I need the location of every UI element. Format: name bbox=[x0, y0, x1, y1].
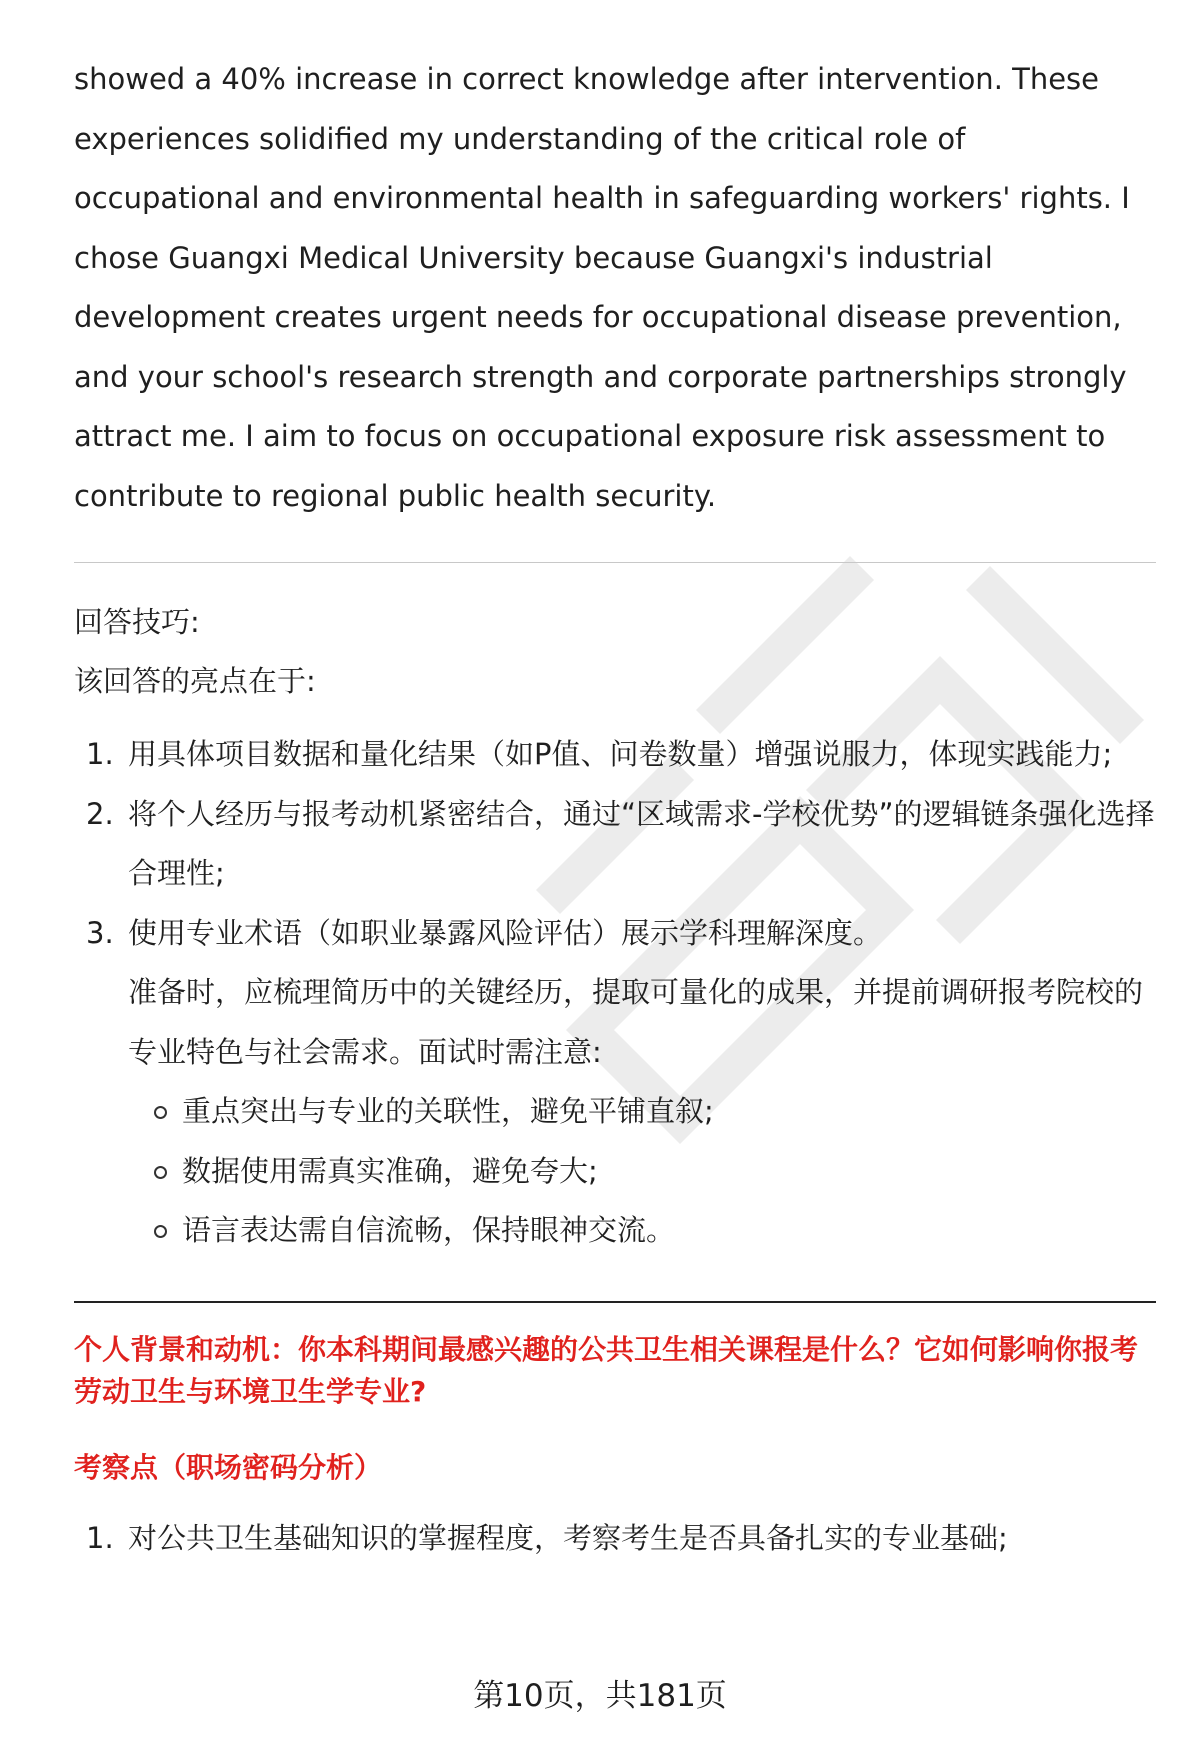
list-item bbox=[74, 1509, 1156, 1569]
question-title: 个人背景和动机：你本科期间最感兴趣的公共卫生相关课程是什么？它如何影响你报考劳动卫生与环境卫生学专业? bbox=[74, 1332, 1139, 1408]
bullet-circle-icon bbox=[154, 1166, 167, 1179]
item-text: 将个人经历与报考动机紧密结合，通过“区域需求-学校优势”的逻辑链条强化选择合理性; bbox=[128, 796, 1155, 890]
highlight-intro: 该回答的亮点在于: bbox=[74, 664, 316, 698]
bullet-circle-icon bbox=[154, 1106, 167, 1119]
item-text: 对公共卫生基础知识的掌握程度，考察考生是否具备扎实的专业基础; bbox=[128, 1520, 1008, 1555]
document-page bbox=[74, 50, 1156, 1568]
section-divider bbox=[74, 1301, 1156, 1303]
item-number: 1. bbox=[86, 737, 114, 771]
item-text: 数据使用需真实准确，避免夸大; bbox=[182, 1153, 598, 1188]
list-item bbox=[128, 1201, 1156, 1261]
item-number: 1. bbox=[86, 1520, 114, 1555]
focus-label: 考察点（职场密码分析） bbox=[74, 1450, 383, 1484]
list-item bbox=[74, 725, 1156, 785]
bullet-circle-icon bbox=[154, 1225, 167, 1238]
list-item bbox=[128, 1142, 1156, 1202]
list-item bbox=[74, 904, 1156, 964]
focus-list bbox=[74, 1509, 1156, 1569]
highlight-list bbox=[74, 725, 1156, 963]
item-number: 3. bbox=[86, 915, 114, 950]
list-item bbox=[74, 785, 1156, 904]
item-text: 重点突出与专业的关联性，避免平铺直叙; bbox=[182, 1094, 714, 1128]
item-text: 用具体项目数据和量化结果（如P值、问卷数量）增强说服力，体现实践能力; bbox=[128, 737, 1113, 771]
prep-note: 准备时，应梳理简历中的关键经历，提取可量化的成果，并提前调研报考院校的专业特色与社会需求。面试时需注意: bbox=[128, 975, 1144, 1069]
page-footer: 第10页，共181页 bbox=[473, 1678, 727, 1714]
intro-paragraph: showed a 40% increase in correct knowledge after intervention. These experiences solidified my understanding of the critical role of occupational and environmental health in safeguarding workers' rights. I chose Guangxi Medical University because Guangxi's industrial development creates urgent needs for occupational disease prevention, and your school's research strength and corporate partnerships strongly attract me. I aim to focus on occupational exposure risk assessment to contribute to regional public health security. bbox=[74, 62, 1130, 513]
item-text: 使用专业术语（如职业暴露风险评估）展示学科理解深度。 bbox=[128, 915, 883, 950]
tips-label: 回答技巧: bbox=[74, 605, 200, 639]
section-divider bbox=[74, 562, 1156, 563]
item-number: 2. bbox=[86, 796, 114, 831]
list-item bbox=[128, 1082, 1156, 1142]
item-text: 语言表达需自信流畅，保持眼神交流。 bbox=[182, 1213, 676, 1247]
attention-list bbox=[74, 1082, 1156, 1261]
